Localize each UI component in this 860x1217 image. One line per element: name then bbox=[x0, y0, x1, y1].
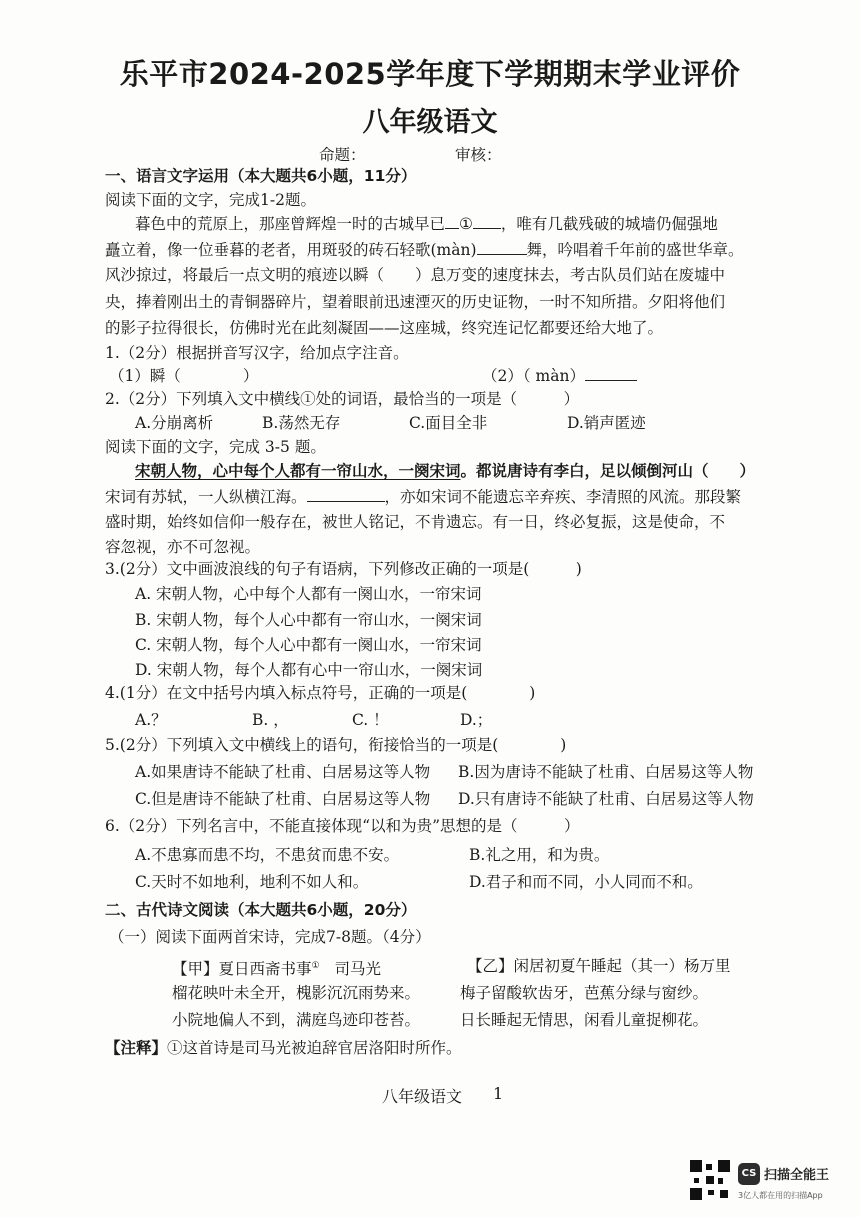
blank-marker: ① bbox=[459, 215, 473, 233]
passage2-text: 。都说唐诗有李白，足以倾倒河山（ ） bbox=[460, 462, 756, 480]
option-d: D.销声匿迹 bbox=[567, 414, 646, 432]
question-1-sub-1: （1）瞬（ ） bbox=[109, 367, 259, 385]
intro-1-2: 阅读下面的文字，完成1-2题。 bbox=[105, 191, 316, 209]
passage2-line bbox=[135, 461, 755, 481]
option-b: B.因为唐诗不能缺了杜甫、白居易这等人物 bbox=[458, 763, 754, 781]
scanner-brand: 扫描全能王 bbox=[764, 1168, 830, 1183]
section1-heading: 一、语言文字运用（本大题共6小题，11分） bbox=[105, 167, 417, 185]
footer-label: 八年级语文 bbox=[382, 1087, 463, 1106]
passage1-text: ，唯有几截残破的城墙仍倔强地 bbox=[500, 215, 718, 233]
option-a: A.分崩离析 bbox=[135, 414, 214, 432]
passage1-text: 舞，吟唱着千年前的盛世华章。 bbox=[526, 241, 744, 259]
passage1-line bbox=[135, 214, 718, 234]
option-b: B. 宋朝人物，每个人心中都有一帘山水，一阕宋词 bbox=[135, 611, 482, 629]
passage1-text: 暮色中的荒原上，那座曾辉煌一时的古城早已 bbox=[135, 215, 446, 233]
reviewer-label: 审核： bbox=[455, 146, 502, 164]
section2-subheading: （一）阅读下面两首宋诗，完成7-8题。（4分） bbox=[109, 928, 431, 946]
option-c: C.天时不如地利，地利不如人和。 bbox=[135, 873, 369, 891]
camscanner-logo-icon: CS bbox=[738, 1163, 760, 1185]
question-1: 1.（2分）根据拼音写汉字，给加点字注音。 bbox=[105, 344, 409, 362]
poem-a-line-1: 榴花映叶未全开，槐影沉沉雨势来。 bbox=[172, 984, 421, 1002]
question-1-sub-2-label: （2）（ màn） bbox=[482, 367, 585, 385]
passage1-line: 的影子拉得很长，仿佛时光在此刻凝固——这座城，终究连记忆都要还给大地了。 bbox=[105, 319, 664, 337]
annotation bbox=[105, 1038, 462, 1058]
option-d: D.； bbox=[460, 711, 493, 729]
poem-a-title-text: 【甲】夏日西斋书事 bbox=[172, 960, 312, 979]
question-6: 6.（2分）下列名言中，不能直接体现“以和为贵”思想的是（ ） bbox=[105, 817, 580, 835]
option-c: C.面目全非 bbox=[409, 414, 488, 432]
option-d: D.君子和而不同，小人同而不和。 bbox=[469, 873, 703, 891]
passage1-text: 矗立着，像一位垂暮的老者，用斑驳的砖石轻歌(màn) bbox=[105, 241, 477, 259]
poem-a-author: 司马光 bbox=[334, 960, 382, 979]
option-b: B.礼之用，和为贵。 bbox=[469, 846, 610, 864]
footnote-marker: ① bbox=[311, 961, 320, 971]
section2-heading: 二、古代诗文阅读（本大题共6小题，20分） bbox=[105, 901, 417, 919]
intro-3-5: 阅读下面的文字，完成 3-5 题。 bbox=[105, 438, 326, 456]
qr-code-icon bbox=[690, 1160, 730, 1200]
question-1-sub-2 bbox=[482, 366, 637, 386]
option-c: C.但是唐诗不能缺了杜甫、白居易这等人物 bbox=[135, 790, 431, 808]
annotation-label: 【注释】 bbox=[105, 1039, 168, 1057]
passage2-text: 宋词有苏轼，一人纵横江海。 bbox=[105, 488, 307, 506]
option-b: B.荡然无存 bbox=[262, 414, 341, 432]
passage1-line: 央，捧着刚出土的青铜器碎片，望着眼前迅速湮灭的历史证物，一时不知所措。夕阳将他们 bbox=[105, 293, 726, 311]
page-number: 1 bbox=[493, 1084, 504, 1103]
annotation-text: ①这首诗是司马光被迫辞官居洛阳时所作。 bbox=[167, 1039, 462, 1057]
option-a: A.如果唐诗不能缺了杜甫、白居易这等人物 bbox=[135, 763, 431, 781]
poem-b-title: 【乙】闲居初夏午睡起（其一）杨万里 bbox=[467, 957, 731, 975]
poem-b-line-2: 日长睡起无情思，闲看儿童捉柳花。 bbox=[460, 1011, 709, 1029]
passage1-line: 风沙掠过，将最后一点文明的痕迹以瞬（ ）息万变的速度抹去，考古队员们站在废墟中 bbox=[105, 266, 726, 284]
passage2-text: ，亦如宋词不能遗忘辛弃疾、李清照的风流。那段繁 bbox=[384, 488, 742, 506]
exam-title: 乐平市2024-2025学年度下学期期末学业评价 bbox=[119, 57, 741, 91]
scanner-tagline: 3亿人都在用的扫描App bbox=[738, 1191, 823, 1200]
option-a: A.不患寡而患不均，不患贫而患不安。 bbox=[135, 846, 400, 864]
exam-subtitle: 八年级语文 bbox=[362, 107, 498, 138]
option-c: C. 宋朝人物，每个人心中都有一阕山水，一帘宋词 bbox=[135, 636, 482, 654]
setter-label: 命题： bbox=[319, 146, 366, 164]
poem-b-line-1: 梅子留酸软齿牙，芭蕉分绿与窗纱。 bbox=[460, 984, 709, 1002]
wavy-underlined-sentence: 宋朝人物，心中每个人都有一帘山水，一阕宋词 bbox=[135, 462, 461, 480]
question-4: 4.(1分）在文中括号内填入标点符号，正确的一项是( ) bbox=[105, 684, 536, 702]
option-a: A.？ bbox=[135, 711, 167, 729]
poem-a-title bbox=[172, 956, 381, 979]
option-a: A. 宋朝人物，心中每个人都有一阕山水，一帘宋词 bbox=[135, 585, 482, 603]
question-3: 3.(2分）文中画波浪线的句子有语病，下列修改正确的一项是( ) bbox=[105, 560, 582, 578]
passage2-line: 容忽视，亦不可忽视。 bbox=[105, 538, 261, 556]
poem-a-line-2: 小院地偏人不到，满庭鸟迹印苍苔。 bbox=[172, 1011, 421, 1029]
question-5: 5.(2分）下列填入文中横线上的语句，衔接恰当的一项是( ) bbox=[105, 736, 567, 754]
question-2: 2.（2分）下列填入文中横线①处的词语，最恰当的一项是（ ） bbox=[105, 390, 580, 408]
option-d: D.只有唐诗不能缺了杜甫、白居易这等人物 bbox=[458, 790, 754, 808]
passage2-line: 盛时期，始终如信仰一般存在，被世人铭记，不肯遗忘。有一日，终必复振，这是使命，不 bbox=[105, 513, 726, 531]
passage2-line bbox=[105, 487, 741, 507]
option-b: B. ， bbox=[252, 711, 289, 729]
passage1-line bbox=[105, 240, 744, 260]
option-d: D. 宋朝人物，每个人都有心中一帘山水，一阕宋词 bbox=[135, 661, 483, 679]
option-c: C. ！ bbox=[352, 711, 389, 729]
